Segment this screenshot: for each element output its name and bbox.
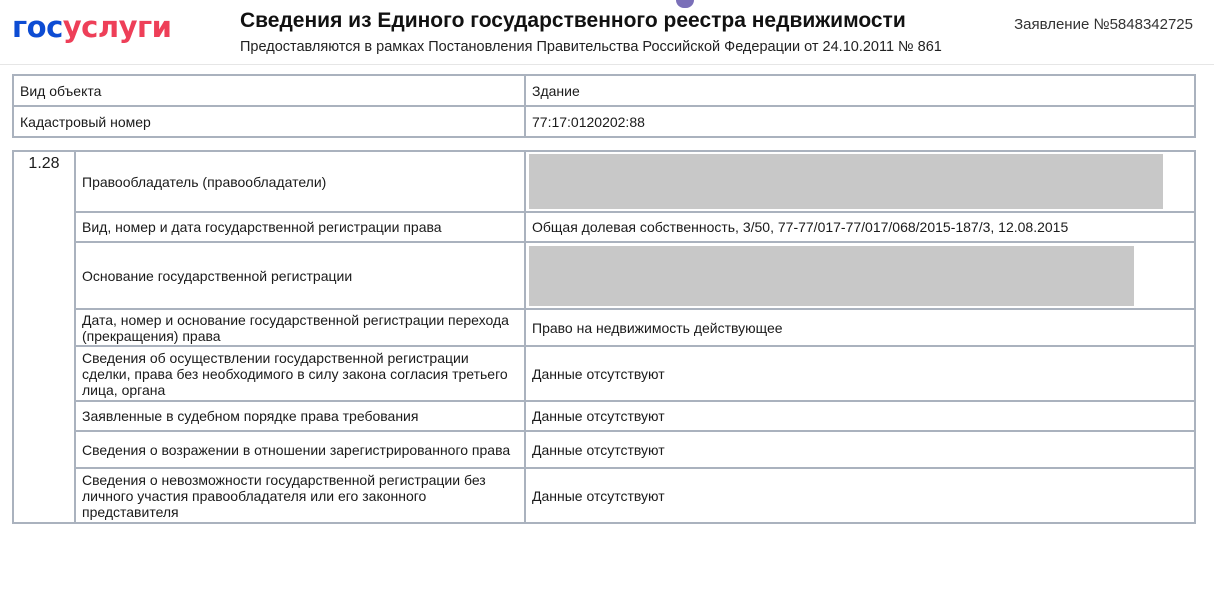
table-row bbox=[13, 431, 1195, 468]
row-value-claims: Данные отсутствуют bbox=[525, 401, 1195, 431]
row-value-owner bbox=[525, 151, 1195, 212]
table-row bbox=[13, 309, 1195, 346]
row-label-transfer: Дата, номер и основание государственной регистрации перехода (прекращения) права bbox=[75, 309, 525, 346]
object-type-label: Вид объекта bbox=[13, 75, 525, 106]
row-label-basis: Основание государственной регистрации bbox=[75, 242, 525, 309]
document-subtitle: Предоставляются в рамках Постановления Правительства Российской Федерации от 24.10.2011 № 861 bbox=[240, 39, 942, 55]
row-value-consent: Данные отсутствуют bbox=[525, 346, 1195, 401]
row-label-personal-presence: Сведения о невозможности государственной регистрации без личного участия правообладателя или его законного представителя bbox=[75, 468, 525, 523]
table-row bbox=[13, 401, 1195, 431]
rights-section-table bbox=[12, 150, 1196, 524]
gosuslugi-logo[interactable] bbox=[12, 10, 171, 44]
row-label-objection: Сведения о возражении в отношении зарегистрированного права bbox=[75, 431, 525, 468]
cadastral-number-label: Кадастровый номер bbox=[13, 106, 525, 137]
table-row bbox=[13, 151, 1195, 212]
row-label-claims: Заявленные в судебном порядке права требования bbox=[75, 401, 525, 431]
logo-part-2: услуги bbox=[62, 10, 172, 44]
table-row bbox=[13, 212, 1195, 242]
row-value-transfer: Право на недвижимость действующее bbox=[525, 309, 1195, 346]
object-type-value: Здание bbox=[525, 75, 1195, 106]
cadastral-number-value: 77:17:0120202:88 bbox=[525, 106, 1195, 137]
row-label-registration: Вид, номер и дата государственной регистрации права bbox=[75, 212, 525, 242]
row-value-basis bbox=[525, 242, 1195, 309]
header-divider bbox=[0, 64, 1214, 65]
object-summary-table bbox=[12, 74, 1196, 138]
table-row bbox=[13, 468, 1195, 523]
table-row bbox=[13, 242, 1195, 309]
row-label-consent: Сведения об осуществлении государственной регистрации сделки, права без необходимого в силу закона согласия третьего лица, органа bbox=[75, 346, 525, 401]
row-value-registration: Общая долевая собственность, 3/50, 77-77/017-77/017/068/2015-187/3, 12.08.2015 bbox=[525, 212, 1195, 242]
logo-part-1: гос bbox=[12, 10, 63, 44]
table-row bbox=[13, 106, 1195, 137]
section-number: 1.28 bbox=[13, 151, 75, 523]
row-value-personal-presence: Данные отсутствуют bbox=[525, 468, 1195, 523]
redaction-block bbox=[529, 246, 1134, 306]
application-number: Заявление №5848342725 bbox=[1014, 16, 1193, 33]
row-label-owner: Правообладатель (правообладатели) bbox=[75, 151, 525, 212]
redaction-block bbox=[529, 154, 1163, 209]
document-title: Сведения из Единого государственного реестра недвижимости bbox=[240, 9, 906, 32]
table-row bbox=[13, 346, 1195, 401]
table-row bbox=[13, 75, 1195, 106]
row-value-objection: Данные отсутствуют bbox=[525, 431, 1195, 468]
top-edge-mark bbox=[676, 0, 694, 8]
